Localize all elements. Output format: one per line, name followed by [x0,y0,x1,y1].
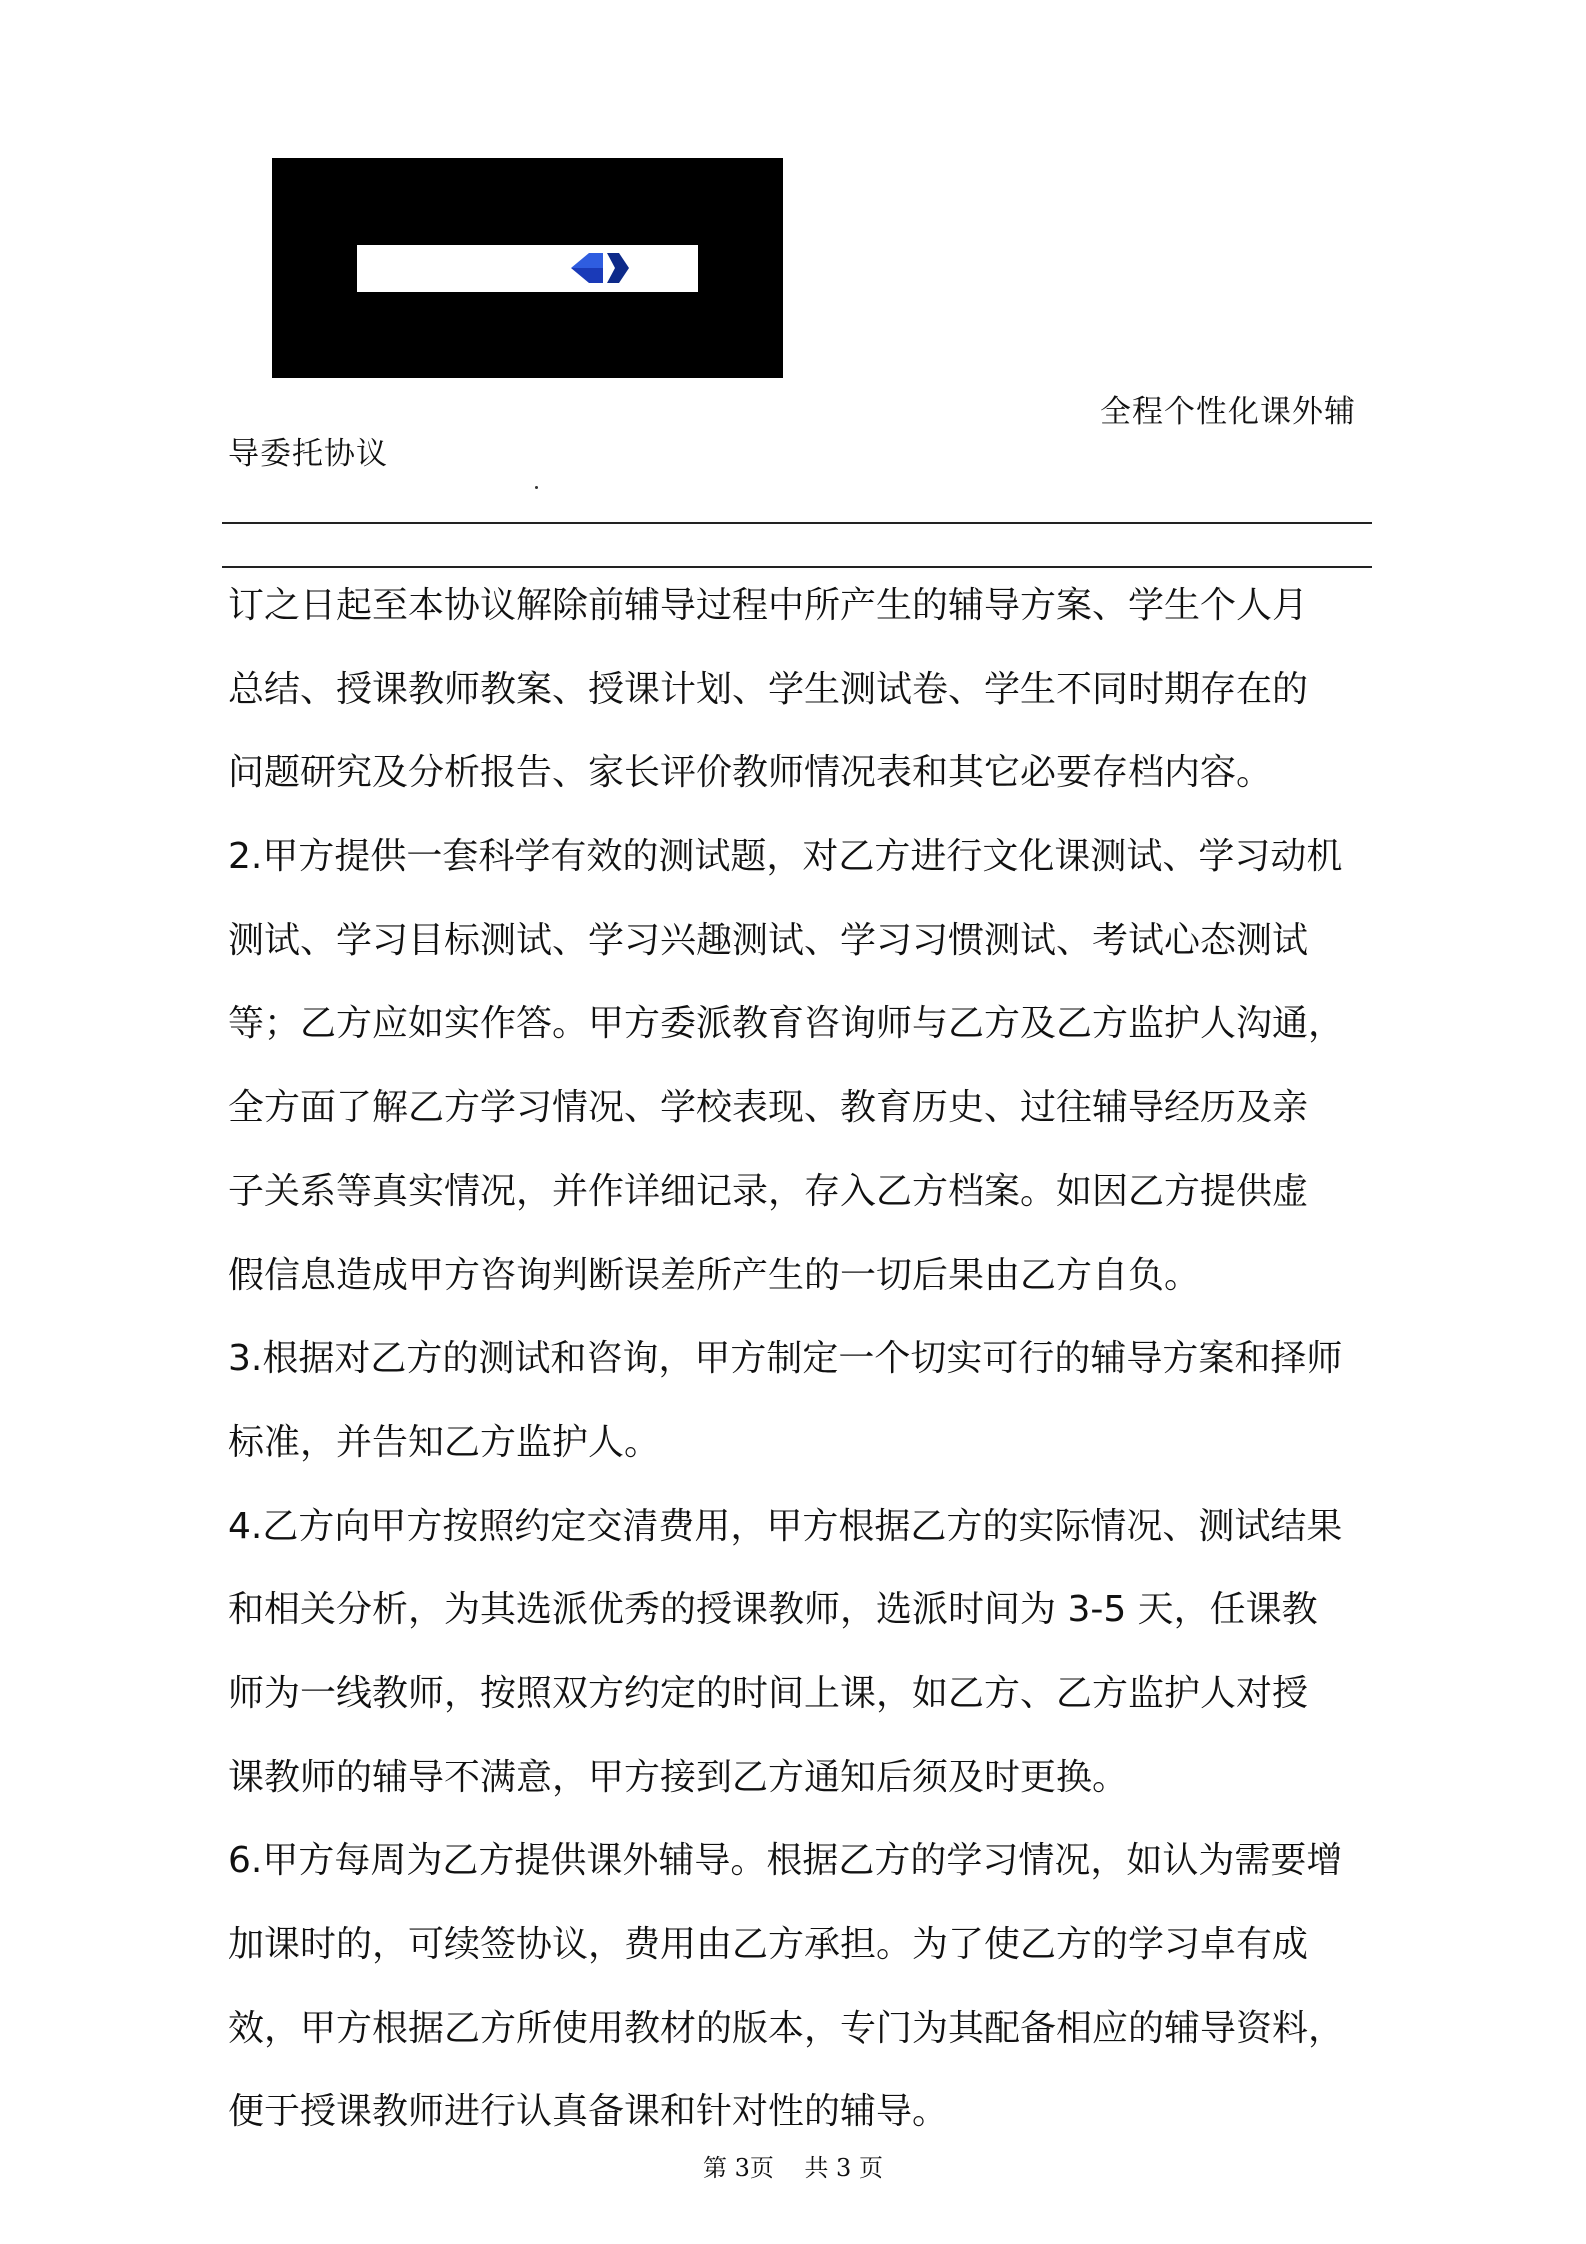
body-line: 子关系等真实情况，并作详细记录，存入乙方档案。如因乙方提供虚 [228,1170,1309,1212]
body-line: 问题研究及分析报告、家长评价教师情况表和其它必要存档内容。 [228,752,1273,794]
body-line: 加课时的，可续签协议，费用由乙方承担。为了使乙方的学习卓有成 [228,1924,1309,1965]
header-logo [272,158,783,378]
body-line: 总结、授课教师教案、授课计划、学生测试卷、学生不同时期存在的 [228,668,1309,710]
body-line: 效，甲方根据乙方所使用教材的版本，专门为其配备相应的辅导资料， [228,2007,1345,2049]
header-title-part2: 导委托协议 [228,436,388,472]
header-rule-top [222,522,1372,524]
header-dot [535,486,538,489]
page-number: 第 3页 共 3 页 [703,2154,883,2182]
body-line: 假信息造成甲方咨询判断误差所产生的一切后果由乙方自负。 [228,1254,1201,1296]
body-line: 订之日起至本协议解除前辅导过程中所产生的辅导方案、学生个人月 [228,585,1309,626]
header-title-part1: 全程个性化课外辅 [1100,394,1356,430]
body-line: 6.甲方每周为乙方提供课外辅导。根据乙方的学习情况，如认为需要增 [228,1840,1343,1882]
body-line: 师为一线教师，按照双方约定的时间上课，如乙方、乙方监护人对授 [228,1672,1309,1714]
body-line: 测试、学习目标测试、学习兴趣测试、学习习惯测试、考试心态测试 [228,919,1309,961]
body-line: 课教师的辅导不满意，甲方接到乙方通知后须及时更换。 [228,1756,1129,1798]
company-logo-icon [571,251,631,285]
body-line: 4.乙方向甲方按照约定交清费用，甲方根据乙方的实际情况、测试结果 [228,1505,1343,1547]
body-line: 等；乙方应如实作答。甲方委派教育咨询师与乙方及乙方监护人沟通， [228,1003,1345,1045]
body-line: 2.甲方提供一套科学有效的测试题，对乙方进行文化课测试、学习动机 [228,836,1343,878]
body-line: 便于授课教师进行认真备课和针对性的辅导。 [228,2091,949,2133]
logo-banner [357,245,698,292]
document-body [228,564,1378,2154]
body-line: 标准，并告知乙方监护人。 [228,1421,661,1463]
body-line: 3.根据对乙方的测试和咨询，甲方制定一个切实可行的辅导方案和择师 [228,1338,1343,1380]
body-line: 和相关分析，为其选派优秀的授课教师，选派时间为 3-5 天，任课教 [228,1589,1318,1631]
body-line: 全方面了解乙方学习情况、学校表现、教育历史、过往辅导经历及亲 [228,1087,1309,1129]
